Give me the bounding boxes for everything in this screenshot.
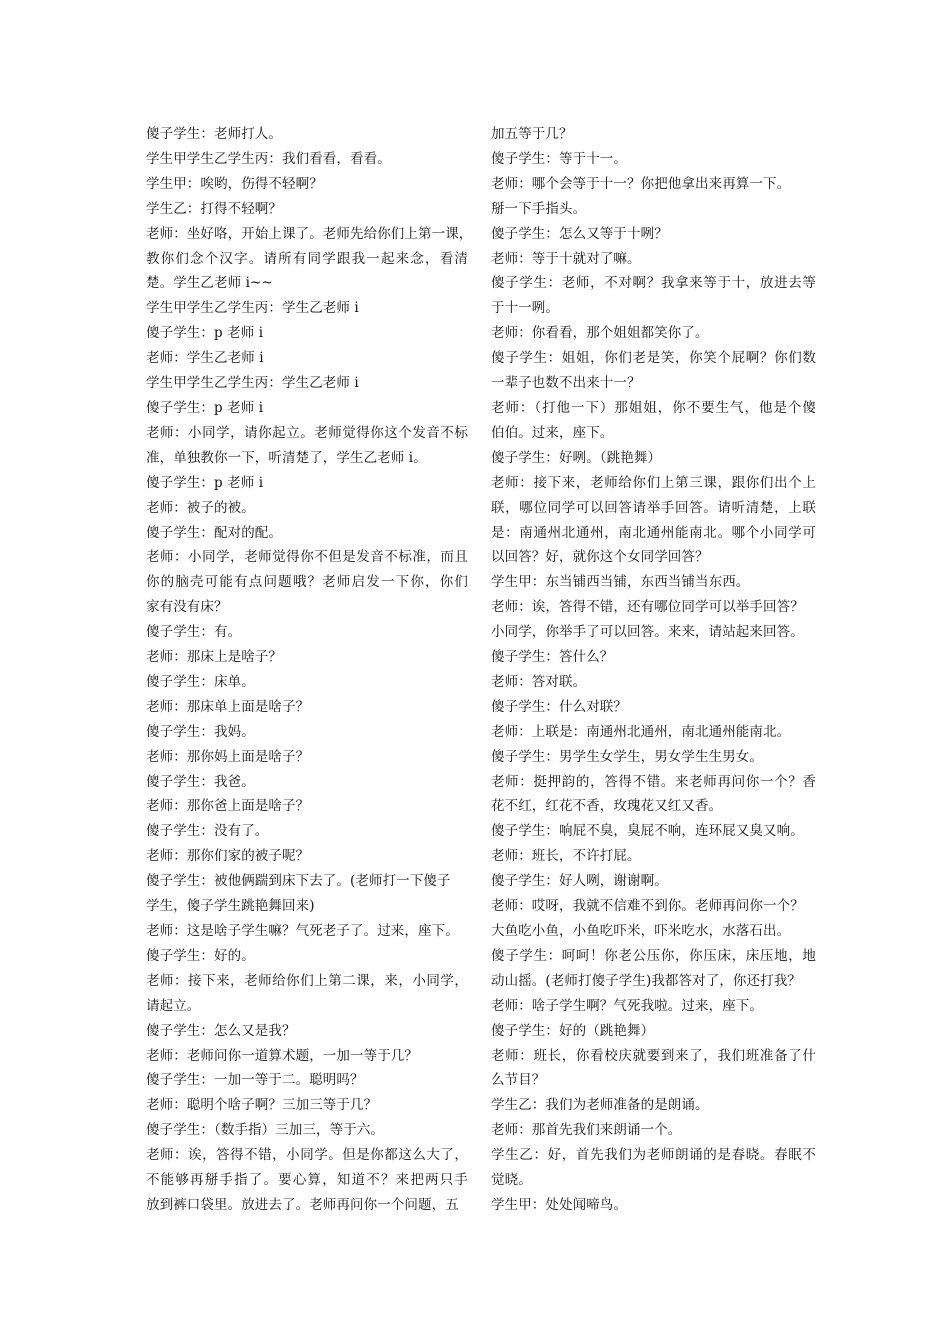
text-line: 傻子学生：响屁不臭，臭屁不响，连环屁又臭又响。 — [491, 823, 804, 840]
text-line: 老师：诶，答得不错，小同学。但是你都这么大了， — [146, 1147, 468, 1164]
text-line: 放到裤口袋里。放进去了。老师再问你一个问题，五 — [146, 1196, 459, 1213]
text-line: 傻子学生：我妈。 — [146, 723, 255, 740]
text-line: 学生乙：我们为老师准备的是朗诵。 — [491, 1097, 709, 1114]
text-line: 老师：被子的被。 — [146, 499, 255, 516]
text-line: 老师：小同学，老师觉得你不但是发音不标准，而且 — [146, 549, 468, 566]
text-line: 掰一下手指头。 — [491, 200, 587, 217]
text-line: 老师：班长，不许打屁。 — [491, 848, 641, 865]
text-line: 老师：挺押韵的，答得不错。来老师再问你一个？香 — [491, 773, 816, 790]
text-line: 老师：老师问你一道算术题，一加一等于几？ — [146, 1047, 418, 1064]
text-line: 傻子学生：没有了。 — [146, 823, 269, 840]
text-line: 傻子学生：老师，不对啊？我拿来等于十，放进去等 — [491, 275, 816, 292]
text-line: 傻子学生：答什么？ — [491, 649, 614, 666]
text-line: 老师：啥子学生啊？气死我啦。过来，座下。 — [491, 997, 763, 1014]
text-line: 老师：（打他一下）那姐姐，你不要生气，他是个傻 — [491, 399, 816, 416]
text-line: 傻子学生：等于十一。 — [491, 150, 627, 167]
text-line: 大鱼吃小鱼，小鱼吃吓米，吓米吃水，水落石出。 — [491, 923, 791, 939]
text-line: 傻子学生：有。 — [146, 624, 242, 641]
text-line: 老师：那你妈上面是啥子？ — [146, 748, 310, 765]
text-line: 老师：坐好咯，开始上课了。老师先给你们上第一课， — [146, 225, 473, 242]
text-line: 傻子学生：好咧。（跳艳舞） — [491, 449, 662, 466]
text-line: 学生甲：处处闻啼鸟。 — [491, 1196, 627, 1213]
text-line: 老师：等于十就对了嘛。 — [491, 250, 641, 267]
text-line: 傻子学生：被他俩踹到床下去了。(老师打一下傻子 — [146, 873, 451, 890]
text-line: 老师：班长，你看校庆就要到来了，我们班准备了什 — [491, 1047, 816, 1064]
text-line: 老师：那你爸上面是啥子？ — [146, 798, 310, 815]
text-line: 家有没有床？ — [146, 599, 228, 616]
text-line: 伯伯。过来，座下。 — [491, 424, 614, 441]
text-line: 学生甲：唉哟，伤得不轻啊？ — [146, 175, 323, 192]
text-line: 傻子学生：呵呵！你老公压你，你压床，床压地，地 — [491, 947, 816, 964]
text-line: 傻子学生：配对的配。 — [146, 524, 282, 541]
text-line: 傻子学生：好人咧，谢谢啊。 — [491, 873, 668, 890]
text-line: 傻子学生：我爸。 — [146, 773, 255, 790]
text-line: 觉晓。 — [491, 1172, 532, 1189]
text-line: 于十一咧。 — [491, 300, 559, 317]
text-line: 老师：那首先我们来朗诵一个。 — [491, 1122, 682, 1139]
text-line: 老师：这是啥子学生嘛？气死老子了。过来，座下。 — [146, 923, 459, 939]
text-line: 傻子学生：p 老师 i — [146, 325, 264, 342]
text-line: 花不红，红花不香，玫瑰花又红又香。 — [491, 798, 723, 815]
text-line: 老师：哎呀，我就不信难不到你。老师再问你一个？ — [491, 898, 804, 915]
text-line: 老师：接下来，老师给你们上第二课，来，小同学， — [146, 972, 468, 989]
text-line: 老师：哪个会等于十一？你把他拿出来再算一下。 — [491, 175, 791, 192]
text-line: 学生乙：好，首先我们为老师朗诵的是春晓。春眠不 — [491, 1147, 816, 1164]
text-line: 傻子学生：好的。 — [146, 947, 255, 964]
text-line: 老师：答对联。 — [491, 673, 587, 690]
text-line: 学生乙：打得不轻啊？ — [146, 200, 282, 217]
text-line: 傻子学生：（数手指）三加三，等于六。 — [146, 1122, 385, 1139]
text-line: 学生，傻子学生跳艳舞回来) — [146, 898, 315, 915]
text-line: 傻子学生：怎么又等于十咧？ — [491, 225, 668, 242]
text-line: 傻子学生：p 老师 i — [146, 399, 264, 416]
text-line: 以回答？好，就你这个女同学回答？ — [491, 549, 709, 566]
text-line: 傻子学生：怎么又是我？ — [146, 1022, 296, 1039]
text-line: 老师：你看看，那个姐姐都笑你了。 — [491, 325, 709, 342]
right-text-column — [491, 122, 816, 1218]
text-line: 老师：那床上是啥子？ — [146, 649, 282, 666]
text-line: 是：南通州北通州，南北通州能南北。哪个小同学可 — [491, 524, 816, 541]
text-line: 你的脑壳可能有点问题哦？老师启发一下你，你们 — [146, 574, 468, 591]
text-line: 联，哪位同学可以回答请举手回答。请听清楚，上联 — [491, 499, 816, 516]
text-line: 老师：那你们家的被子呢？ — [146, 848, 310, 865]
text-line: 傻子学生：一加一等于二。聪明吗？ — [146, 1072, 364, 1089]
text-line: 傻子学生：姐姐，你们老是笑，你笑个屁啊？你们数 — [491, 350, 816, 367]
text-line: 学生甲：东当铺西当铺，东西当铺当东西。 — [491, 574, 750, 591]
text-line: 老师：那床单上面是啥子？ — [146, 698, 310, 715]
text-line: 老师：接下来，老师给你们上第三课，跟你们出个上 — [491, 474, 816, 491]
text-line: 教你们念个汉字。请所有同学跟我一起来念，看清 — [146, 250, 468, 267]
text-line: 傻子学生：男学生女学生，男女学生生男女。 — [491, 748, 763, 765]
text-line: 准，单独教你一下，听清楚了，学生乙老师 i。 — [146, 449, 427, 466]
text-line: 老师：诶，答得不错，还有哪位同学可以举手回答？ — [491, 599, 804, 616]
text-line: 老师：小同学，请你起立。老师觉得你这个发音不标 — [146, 424, 468, 441]
text-line: 一辈子也数不出来十一？ — [491, 375, 641, 392]
text-line: 学生甲学生乙学生丙：我们看看，看看。 — [146, 150, 391, 167]
text-line: 加五等于几？ — [491, 126, 573, 142]
text-line: 不能够再掰手指了。要心算，知道不？来把两只手 — [146, 1172, 468, 1189]
text-line: 动山摇。(老师打傻子学生)我都答对了，你还打我？ — [491, 972, 801, 989]
text-line: 老师：聪明个啥子啊？三加三等于几？ — [146, 1097, 378, 1114]
text-line: 傻子学生：p 老师 i — [146, 474, 264, 491]
text-line: 傻子学生：什么对联？ — [491, 698, 627, 715]
text-line: 么节目？ — [491, 1072, 546, 1089]
text-line: 傻子学生：老师打人。 — [146, 126, 282, 142]
text-line: 老师：学生乙老师 i — [146, 350, 264, 367]
text-line: 傻子学生：好的（跳艳舞） — [491, 1022, 655, 1039]
text-line: 小同学，你举手了可以回答。来来，请站起来回答。 — [491, 624, 804, 641]
text-line: 老师：上联是：南通州北通州，南北通州能南北。 — [491, 723, 791, 740]
text-line: 傻子学生：床单。 — [146, 673, 255, 690]
left-text-column — [146, 122, 473, 1218]
text-line: 学生甲学生乙学生丙：学生乙老师 i — [146, 300, 359, 317]
text-line: 学生甲学生乙学生丙：学生乙老师 i — [146, 375, 359, 392]
text-line: 请起立。 — [146, 997, 201, 1014]
text-line: 楚。学生乙老师 i~~ — [146, 275, 273, 292]
